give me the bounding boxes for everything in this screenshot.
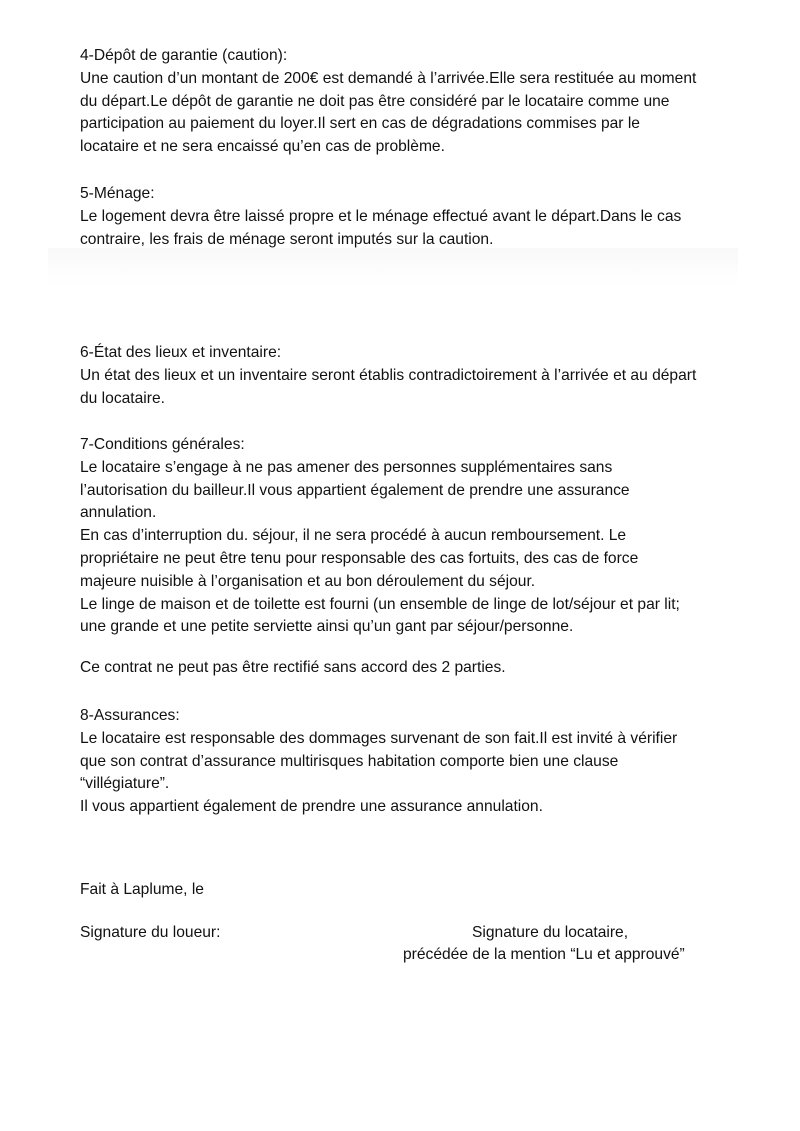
paragraph-line: Ce contrat ne peut pas être rectifié sans accord des 2 parties. — [80, 659, 506, 676]
section-title: 8-Assurances: — [80, 707, 180, 724]
paragraph-line: une grande et une petite serviette ainsi qu’un gant par séjour/personne. — [80, 618, 574, 636]
contract-note — [80, 657, 740, 680]
paragraph-line: propriétaire ne peut être tenu pour responsable des cas fortuits, des cas de force — [80, 549, 639, 567]
paragraph-line: que son contrat d’assurance multirisques habitation comporte bien une clause — [80, 752, 619, 770]
page-break-shadow — [48, 248, 738, 288]
paragraph-line: annulation. — [80, 504, 157, 522]
paragraph-line: Le logement devra être laissé propre et le ménage effectué avant le départ.Dans le cas — [80, 207, 682, 225]
signature-owner-label: Signature du loueur: — [80, 924, 221, 941]
section-inventory — [80, 342, 740, 410]
paragraph-line: Il vous appartient également de prendre une assurance annulation. — [80, 798, 543, 816]
section-title: 4-Dépôt de garantie (caution): — [80, 47, 288, 64]
section-general-conditions — [80, 434, 740, 639]
paragraph-line: l’autorisation du bailleur.Il vous appartient également de prendre une assurance — [80, 481, 630, 499]
paragraph-line: du locataire. — [80, 389, 165, 407]
paragraph-line: Une caution d’un montant de 200€ est demandé à l’arrivée.Elle sera restituée au moment — [80, 69, 697, 87]
section-title: 7-Conditions générales: — [80, 436, 245, 453]
section-title: 6-État des lieux et inventaire: — [80, 344, 282, 361]
paragraph-line: participation au paiement du loyer.Il sert en cas de dégradations commises par le — [80, 115, 640, 133]
paragraph-line: Le locataire s’engage à ne pas amener des personnes supplémentaires sans — [80, 458, 613, 476]
paragraph-line: En cas d’interruption du. séjour, il ne sera procédé à aucun remboursement. Le — [80, 527, 627, 545]
paragraph-line: Le linge de maison et de toilette est fourni (un ensemble de linge de lot/séjour et par lit; — [80, 595, 680, 613]
paragraph-line: Un état des lieux et un inventaire seront établis contradictoirement à l’arrivée et au départ — [80, 366, 697, 384]
section-insurance — [80, 705, 740, 819]
paragraph-line: locataire et ne sera encaissé qu’en cas de problème. — [80, 138, 445, 156]
place-date — [80, 879, 740, 902]
signature-owner — [80, 922, 740, 945]
paragraph-line: contraire, les frais de ménage seront imputés sur la caution. — [80, 230, 494, 248]
paragraph-line: majeure nuisible à l’organisation et au bon déroulement du séjour. — [80, 572, 536, 590]
section-deposit — [80, 45, 740, 159]
paragraph-line: “villégiature”. — [80, 775, 170, 793]
section-title: 5-Ménage: — [80, 185, 155, 202]
signature-tenant-note: précédée de la mention “Lu et approuvé” — [403, 946, 685, 963]
section-cleaning — [80, 183, 740, 251]
signature-tenant-label: Signature du locataire, — [472, 924, 629, 941]
place-date-text: Fait à Laplume, le — [80, 881, 204, 898]
paragraph-line: Le locataire est responsable des dommages survenant de son fait.Il est invité à vérifier — [80, 729, 678, 747]
paragraph-line: du départ.Le dépôt de garantie ne doit pas être considéré par le locataire comme une — [80, 92, 670, 110]
